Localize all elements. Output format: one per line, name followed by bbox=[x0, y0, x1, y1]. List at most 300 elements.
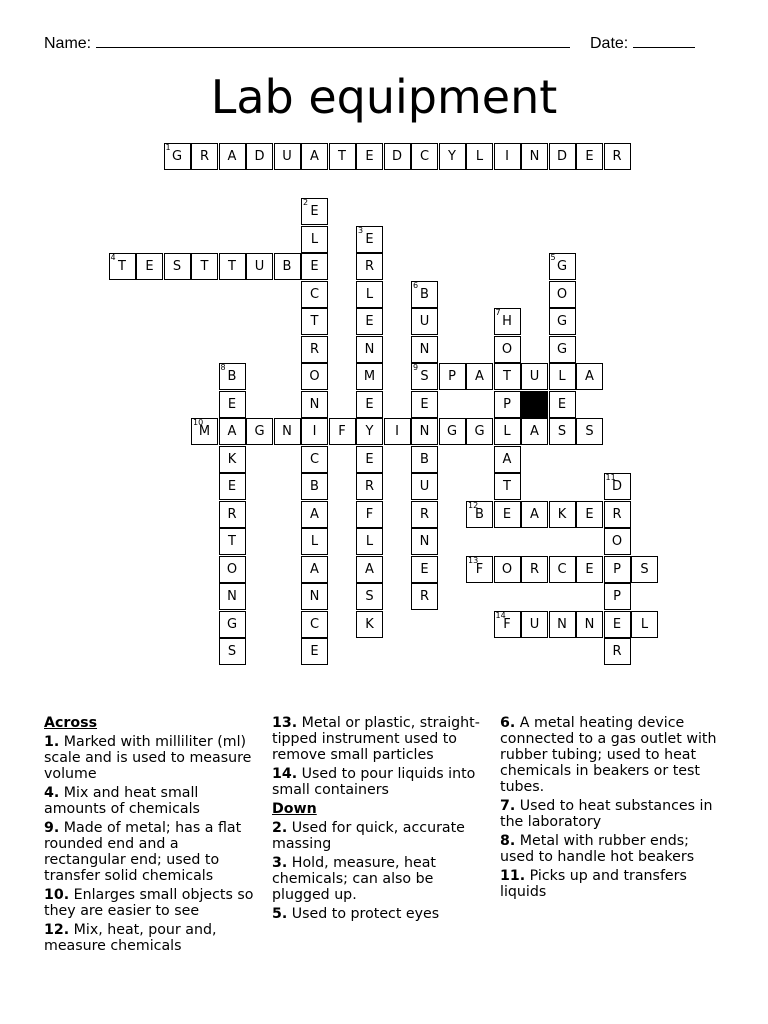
clue-number-marker: 11 bbox=[605, 473, 616, 482]
clue-across-9 bbox=[44, 820, 259, 884]
grid-cell[interactable] bbox=[301, 446, 328, 473]
grid-cell[interactable] bbox=[466, 418, 493, 445]
cell-letter: A bbox=[310, 149, 319, 164]
grid-cell[interactable] bbox=[494, 336, 521, 363]
grid-cell[interactable] bbox=[219, 446, 246, 473]
cell-letter: S bbox=[227, 644, 237, 659]
grid-cell[interactable] bbox=[549, 418, 576, 445]
grid-cell[interactable] bbox=[356, 226, 383, 253]
grid-cell[interactable] bbox=[384, 143, 411, 170]
grid-cell[interactable] bbox=[191, 143, 218, 170]
grid-cell[interactable] bbox=[301, 198, 328, 225]
cell-letter: N bbox=[529, 149, 540, 164]
clue-number: 13. bbox=[272, 715, 298, 731]
grid-cell[interactable] bbox=[604, 583, 631, 610]
grid-cell[interactable] bbox=[576, 556, 603, 583]
grid-cell[interactable] bbox=[301, 308, 328, 335]
grid-cell[interactable] bbox=[604, 556, 631, 583]
cell-letter: N bbox=[419, 534, 430, 549]
grid-cell[interactable] bbox=[411, 336, 438, 363]
grid-cell[interactable] bbox=[301, 143, 328, 170]
cell-letter: T bbox=[503, 479, 511, 494]
cell-letter: E bbox=[365, 451, 374, 467]
clue-text: Marked with milliliter (ml) scale and is used to measure volume bbox=[44, 734, 252, 782]
cell-letter: F bbox=[503, 616, 511, 632]
clue-number: 11. bbox=[500, 868, 526, 884]
grid-cell[interactable] bbox=[109, 253, 136, 280]
cell-letter: L bbox=[475, 149, 484, 164]
cell-letter: L bbox=[558, 369, 566, 384]
grid-cell[interactable] bbox=[549, 501, 576, 528]
cell-letter: A bbox=[530, 424, 539, 439]
cell-letter: T bbox=[310, 314, 319, 329]
cell-letter: T bbox=[338, 149, 346, 164]
cell-letter: R bbox=[199, 149, 210, 164]
cell-letter: A bbox=[475, 369, 484, 384]
cell-letter: D bbox=[254, 149, 265, 164]
cell-letter: I bbox=[505, 149, 509, 164]
grid-cell[interactable] bbox=[576, 363, 603, 390]
clue-down-6 bbox=[500, 715, 725, 795]
grid-cell[interactable] bbox=[576, 501, 603, 528]
grid-cell[interactable] bbox=[301, 336, 328, 363]
cell-letter: L bbox=[365, 286, 374, 302]
grid-cell[interactable] bbox=[411, 583, 438, 610]
cell-letter: O bbox=[501, 561, 513, 577]
grid-cell[interactable] bbox=[356, 253, 383, 280]
cell-letter: A bbox=[227, 424, 237, 439]
grid-cell[interactable] bbox=[521, 143, 548, 170]
cell-letter: R bbox=[419, 589, 430, 604]
cell-letter: A bbox=[502, 451, 512, 467]
grid-cell[interactable] bbox=[604, 611, 631, 638]
clue-text: Used to heat substances in the laboratory bbox=[500, 798, 713, 830]
grid-cell[interactable] bbox=[494, 473, 521, 500]
page-title: Lab equipment bbox=[210, 70, 558, 124]
grid-cell[interactable] bbox=[219, 363, 246, 390]
cell-letter: L bbox=[365, 534, 374, 549]
cell-letter: I bbox=[312, 424, 317, 439]
cell-letter: N bbox=[419, 424, 430, 439]
grid-cell[interactable] bbox=[521, 556, 548, 583]
grid-cell[interactable] bbox=[494, 308, 521, 335]
cell-letter: A bbox=[365, 561, 374, 577]
clue-text: Metal with rubber ends; used to handle hot beakers bbox=[500, 833, 695, 865]
cell-letter: R bbox=[612, 506, 622, 522]
clue-number-marker: 2 bbox=[303, 198, 309, 207]
grid-cell[interactable] bbox=[576, 143, 603, 170]
cell-letter: N bbox=[557, 616, 567, 632]
grid-cell[interactable] bbox=[384, 418, 411, 445]
clue-number: 9. bbox=[44, 820, 60, 836]
grid-cell[interactable] bbox=[494, 363, 521, 390]
grid-cell[interactable] bbox=[191, 418, 218, 445]
cell-letter: E bbox=[585, 149, 594, 164]
grid-cell[interactable] bbox=[411, 446, 438, 473]
grid-cell[interactable] bbox=[219, 611, 246, 638]
grid-cell[interactable] bbox=[301, 473, 328, 500]
cell-letter: E bbox=[365, 314, 374, 329]
grid-cell[interactable] bbox=[246, 253, 273, 280]
grid-cell[interactable] bbox=[604, 638, 631, 665]
clue-number-marker: 8 bbox=[220, 363, 226, 372]
across-heading: Across bbox=[44, 715, 98, 731]
grid-cell[interactable] bbox=[494, 611, 521, 638]
cell-letter: Y bbox=[365, 424, 374, 439]
clue-number: 1. bbox=[44, 734, 60, 750]
grid-cell[interactable] bbox=[274, 143, 301, 170]
grid-cell[interactable] bbox=[356, 363, 383, 390]
cell-letter: S bbox=[557, 424, 567, 439]
grid-cell[interactable] bbox=[219, 391, 246, 418]
grid-cell[interactable] bbox=[301, 253, 328, 280]
grid-cell[interactable] bbox=[274, 418, 301, 445]
grid-cell[interactable] bbox=[411, 473, 438, 500]
clue-text: Mix and heat small amounts of chemicals bbox=[44, 785, 200, 817]
cell-letter: Y bbox=[448, 149, 456, 164]
clue-number-marker: 10 bbox=[193, 418, 204, 427]
grid-cell[interactable] bbox=[494, 143, 521, 170]
cell-letter: A bbox=[585, 369, 594, 384]
cell-letter: E bbox=[612, 616, 622, 632]
grid-cell[interactable] bbox=[576, 418, 603, 445]
cell-letter: T bbox=[228, 259, 236, 274]
cell-letter: E bbox=[310, 204, 319, 219]
cell-letter: E bbox=[145, 259, 154, 274]
grid-cell[interactable] bbox=[439, 418, 466, 445]
cell-letter: T bbox=[118, 259, 126, 274]
grid-cell[interactable] bbox=[356, 308, 383, 335]
cell-letter: O bbox=[309, 369, 320, 384]
cell-letter: E bbox=[502, 506, 512, 522]
grid-cell[interactable] bbox=[356, 418, 383, 445]
cell-letter: P bbox=[613, 589, 621, 604]
clue-text: Picks up and transfers liquids bbox=[500, 868, 687, 900]
grid-cell[interactable] bbox=[356, 143, 383, 170]
cell-letter: O bbox=[611, 534, 623, 549]
cell-letter: N bbox=[309, 396, 320, 412]
clue-number-marker: 6 bbox=[413, 280, 419, 290]
grid-cell[interactable] bbox=[411, 281, 438, 308]
cell-letter: R bbox=[364, 479, 375, 494]
grid-cell[interactable] bbox=[466, 556, 493, 583]
grid-cell[interactable] bbox=[329, 143, 356, 170]
clue-text: Made of metal; has a flat rounded end and a rectangular end; used to transfer solid chemicals bbox=[44, 820, 242, 884]
clue-across-1 bbox=[44, 734, 259, 782]
cell-letter: E bbox=[227, 396, 237, 412]
grid-cell[interactable] bbox=[219, 528, 246, 555]
cell-letter: O bbox=[556, 286, 568, 302]
cell-letter: N bbox=[227, 589, 237, 604]
cell-letter: D bbox=[611, 479, 622, 494]
clues-col-2 bbox=[272, 715, 484, 925]
clue-number-marker: 12 bbox=[468, 500, 479, 510]
grid-cell[interactable] bbox=[219, 583, 246, 610]
cell-letter: G bbox=[446, 424, 458, 439]
cell-letter: S bbox=[365, 589, 374, 604]
cell-letter: P bbox=[448, 369, 456, 384]
cell-letter: B bbox=[282, 259, 292, 274]
grid-cell[interactable] bbox=[301, 391, 328, 418]
grid-cell[interactable] bbox=[466, 501, 493, 528]
cell-letter: R bbox=[529, 561, 540, 577]
cell-letter: E bbox=[557, 396, 567, 412]
cell-letter: C bbox=[419, 149, 430, 164]
cell-letter: S bbox=[640, 561, 649, 577]
clue-text: Hold, measure, heat chemicals; can also be plugged up. bbox=[272, 855, 436, 903]
grid-cell[interactable] bbox=[411, 391, 438, 418]
clue-number-marker: 9 bbox=[413, 363, 419, 372]
grid-cell[interactable] bbox=[576, 611, 603, 638]
cell-letter: R bbox=[612, 644, 622, 659]
clue-number: 12. bbox=[44, 922, 70, 938]
cell-letter: C bbox=[309, 616, 320, 632]
cell-letter: R bbox=[309, 341, 320, 357]
clue-down-7 bbox=[500, 798, 725, 830]
grid-cell[interactable] bbox=[219, 638, 246, 665]
grid-cell[interactable] bbox=[219, 143, 246, 170]
clue-number: 6. bbox=[500, 715, 516, 731]
grid-cell[interactable] bbox=[246, 418, 273, 445]
cell-letter: E bbox=[420, 561, 429, 577]
cell-letter: C bbox=[309, 286, 320, 302]
grid-cell[interactable] bbox=[301, 638, 328, 665]
clue-text: A metal heating device connected to a gas outlet with rubber tubing; used to heat chemicals in beakers or test tubes. bbox=[500, 715, 717, 795]
clue-number: 7. bbox=[500, 798, 516, 814]
cell-letter: N bbox=[364, 341, 375, 357]
cell-letter: R bbox=[364, 259, 375, 274]
cell-letter: D bbox=[391, 149, 402, 164]
cell-letter: F bbox=[475, 561, 484, 577]
cell-letter: M bbox=[198, 424, 211, 439]
grid-cell[interactable] bbox=[191, 253, 218, 280]
grid-cell[interactable] bbox=[356, 556, 383, 583]
grid-cell[interactable] bbox=[356, 528, 383, 555]
cell-letter: O bbox=[501, 341, 513, 357]
grid-cell[interactable] bbox=[411, 418, 438, 445]
grid-cell[interactable] bbox=[439, 143, 466, 170]
grid-cell[interactable] bbox=[301, 611, 328, 638]
cell-letter: T bbox=[503, 369, 511, 384]
clue-across-14 bbox=[272, 766, 484, 798]
clue-across-4 bbox=[44, 785, 259, 817]
grid-cell[interactable] bbox=[219, 253, 246, 280]
cell-letter: N bbox=[584, 616, 595, 632]
grid-cell[interactable] bbox=[219, 501, 246, 528]
clue-text: Used to pour liquids into small containers bbox=[272, 766, 476, 798]
grid-cell[interactable] bbox=[411, 528, 438, 555]
cell-letter: P bbox=[503, 396, 511, 412]
cell-letter: L bbox=[310, 534, 319, 549]
grid-cell[interactable] bbox=[301, 226, 328, 253]
grid-cell[interactable] bbox=[604, 143, 631, 170]
cell-letter: G bbox=[474, 424, 485, 439]
grid-cell[interactable] bbox=[549, 363, 576, 390]
clue-number: 10. bbox=[44, 887, 70, 903]
grid-cell[interactable] bbox=[356, 446, 383, 473]
cell-letter: K bbox=[227, 451, 237, 467]
grid-cell[interactable] bbox=[411, 363, 438, 390]
cell-letter: I bbox=[395, 424, 399, 439]
clue-text: Mix, heat, pour and, measure chemicals bbox=[44, 922, 217, 954]
grid-cell[interactable] bbox=[356, 501, 383, 528]
cell-letter: E bbox=[365, 149, 374, 164]
cell-letter: K bbox=[557, 506, 567, 522]
cell-letter: F bbox=[365, 506, 374, 522]
grid-cell[interactable] bbox=[521, 363, 548, 390]
grid-cell[interactable] bbox=[301, 556, 328, 583]
cell-letter: E bbox=[585, 506, 594, 522]
black-square bbox=[521, 391, 548, 418]
cell-letter: E bbox=[365, 396, 374, 412]
cell-letter: S bbox=[585, 424, 594, 439]
cell-letter: L bbox=[503, 424, 511, 439]
clue-down-5 bbox=[272, 906, 484, 922]
cell-letter: C bbox=[309, 451, 320, 467]
grid-cell[interactable] bbox=[549, 336, 576, 363]
grid-cell[interactable] bbox=[219, 418, 246, 445]
grid-cell[interactable] bbox=[549, 308, 576, 335]
grid-cell[interactable] bbox=[549, 253, 576, 280]
clue-text: Enlarges small objects so they are easier to see bbox=[44, 887, 254, 919]
grid-cell[interactable] bbox=[631, 556, 658, 583]
clue-down-11 bbox=[500, 868, 725, 900]
clue-number-marker: 5 bbox=[550, 253, 556, 262]
cell-letter: E bbox=[310, 259, 319, 274]
grid-cell[interactable] bbox=[494, 446, 521, 473]
clue-across-13 bbox=[272, 715, 484, 763]
grid-cell[interactable] bbox=[356, 281, 383, 308]
cell-letter: R bbox=[612, 149, 622, 164]
clue-number: 5. bbox=[272, 906, 288, 922]
grid-cell[interactable] bbox=[494, 556, 521, 583]
grid-cell[interactable] bbox=[411, 308, 438, 335]
cell-letter: N bbox=[309, 589, 320, 604]
grid-cell[interactable] bbox=[411, 556, 438, 583]
cell-letter: T bbox=[228, 534, 236, 549]
grid-cell[interactable] bbox=[604, 501, 631, 528]
cell-letter: E bbox=[227, 479, 237, 494]
cell-letter: E bbox=[365, 231, 374, 247]
grid-cell[interactable] bbox=[356, 611, 383, 638]
cell-letter: A bbox=[310, 506, 319, 522]
grid-cell[interactable] bbox=[494, 501, 521, 528]
cell-letter: H bbox=[502, 314, 512, 329]
grid-cell[interactable] bbox=[356, 336, 383, 363]
cell-letter: S bbox=[172, 259, 182, 274]
cell-letter: O bbox=[226, 561, 238, 577]
name-label: Name: bbox=[44, 35, 92, 52]
grid-cell[interactable] bbox=[219, 556, 246, 583]
date-label: Date: bbox=[590, 35, 629, 52]
cell-letter: N bbox=[282, 424, 292, 439]
cell-letter: U bbox=[282, 149, 292, 164]
grid-cell[interactable] bbox=[164, 253, 191, 280]
clue-number-marker: 7 bbox=[495, 308, 501, 317]
grid-cell[interactable] bbox=[604, 473, 631, 500]
clue-down-8 bbox=[500, 833, 725, 865]
grid-cell[interactable] bbox=[301, 418, 328, 445]
cell-letter: B bbox=[420, 286, 429, 302]
grid-cell[interactable] bbox=[301, 501, 328, 528]
clue-number-marker: 13 bbox=[468, 555, 479, 565]
grid-cell[interactable] bbox=[274, 253, 301, 280]
cell-letter: L bbox=[310, 231, 319, 247]
cell-letter: G bbox=[556, 259, 568, 274]
cell-letter: U bbox=[529, 616, 540, 632]
grid-cell[interactable] bbox=[549, 556, 576, 583]
grid-cell[interactable] bbox=[356, 473, 383, 500]
cell-letter: M bbox=[363, 369, 376, 384]
cell-letter: G bbox=[556, 314, 568, 329]
cell-letter: A bbox=[310, 561, 319, 577]
grid-cell[interactable] bbox=[494, 418, 521, 445]
cell-letter: G bbox=[556, 341, 568, 357]
grid-cell[interactable] bbox=[301, 281, 328, 308]
cell-letter: E bbox=[585, 561, 594, 577]
cell-letter: G bbox=[171, 149, 183, 164]
grid-cell[interactable] bbox=[549, 391, 576, 418]
clue-text: Metal or plastic, straight-tipped instrument used to remove small particles bbox=[272, 715, 480, 763]
cell-letter: S bbox=[420, 369, 429, 384]
clue-number: 2. bbox=[272, 820, 288, 836]
cell-letter: D bbox=[556, 149, 567, 164]
grid-cell[interactable] bbox=[439, 363, 466, 390]
grid-cell[interactable] bbox=[549, 281, 576, 308]
clue-down-2 bbox=[272, 820, 484, 852]
clue-number-marker: 14 bbox=[495, 610, 506, 620]
grid-cell[interactable] bbox=[301, 363, 328, 390]
clue-number: 14. bbox=[272, 766, 298, 782]
cell-letter: N bbox=[419, 341, 430, 357]
grid-cell[interactable] bbox=[356, 583, 383, 610]
cell-letter: K bbox=[365, 616, 374, 632]
grid-cell[interactable] bbox=[136, 253, 163, 280]
grid-cell[interactable] bbox=[521, 611, 548, 638]
grid-cell[interactable] bbox=[301, 583, 328, 610]
grid-cell[interactable] bbox=[466, 143, 493, 170]
cell-letter: F bbox=[338, 424, 346, 439]
grid-cell[interactable] bbox=[521, 418, 548, 445]
grid-cell[interactable] bbox=[604, 528, 631, 555]
clues-col-1 bbox=[44, 715, 259, 957]
grid-cell[interactable] bbox=[549, 143, 576, 170]
cell-letter: G bbox=[226, 616, 238, 632]
clue-across-12 bbox=[44, 922, 259, 954]
cell-letter: R bbox=[227, 506, 237, 522]
grid-cell[interactable] bbox=[494, 391, 521, 418]
cell-letter: U bbox=[529, 369, 540, 384]
clue-number-marker: 1 bbox=[165, 143, 171, 152]
clues-col-3 bbox=[500, 715, 725, 903]
grid-cell[interactable] bbox=[631, 611, 658, 638]
grid-cell[interactable] bbox=[301, 528, 328, 555]
grid-cell[interactable] bbox=[549, 611, 576, 638]
grid-cell[interactable] bbox=[356, 391, 383, 418]
cell-letter: B bbox=[227, 369, 237, 384]
grid-cell[interactable] bbox=[329, 418, 356, 445]
cell-letter: U bbox=[254, 259, 265, 274]
grid-cell[interactable] bbox=[521, 501, 548, 528]
clue-across-10 bbox=[44, 887, 259, 919]
grid-cell[interactable] bbox=[411, 501, 438, 528]
grid-cell[interactable] bbox=[411, 143, 438, 170]
grid-cell[interactable] bbox=[246, 143, 273, 170]
grid-cell[interactable] bbox=[466, 363, 493, 390]
grid-cell[interactable] bbox=[219, 473, 246, 500]
grid-cell[interactable] bbox=[164, 143, 191, 170]
clue-text: Used to protect eyes bbox=[291, 906, 440, 922]
